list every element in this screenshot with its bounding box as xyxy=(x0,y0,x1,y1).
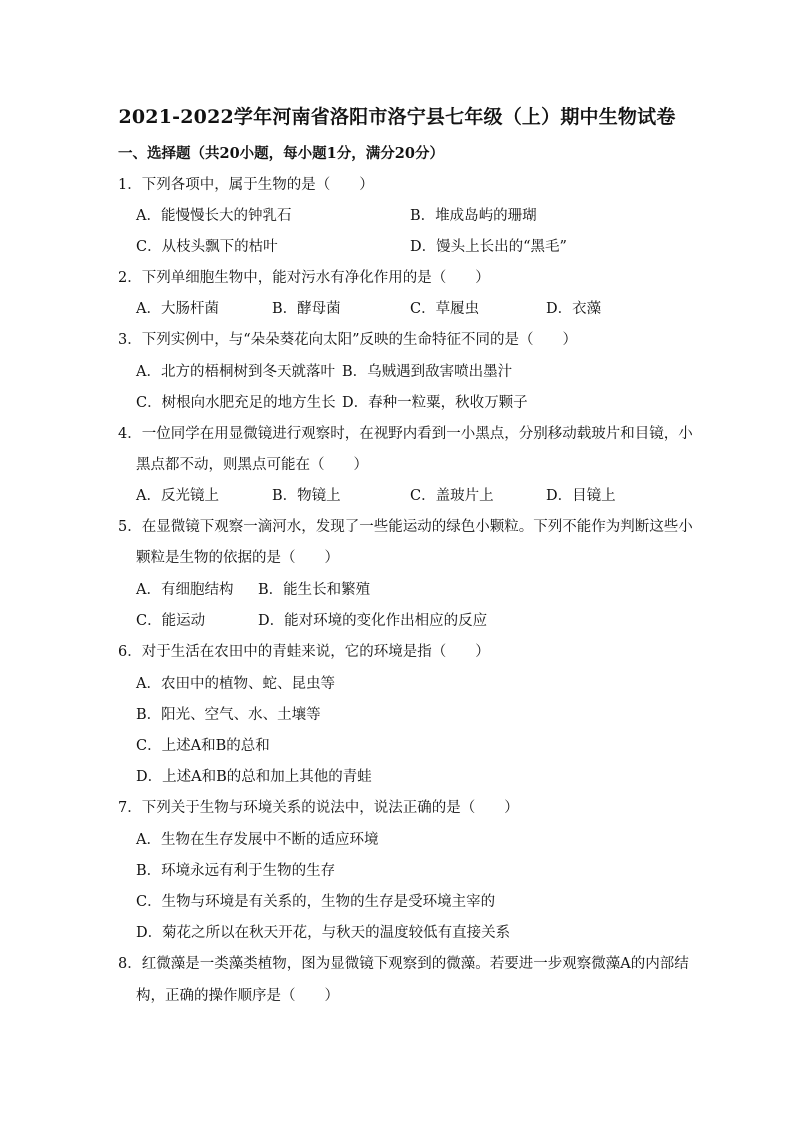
option-c: C．树根向水肥充足的地方生长 xyxy=(136,395,336,411)
option-c: C．能运动 xyxy=(136,613,206,629)
option-b: B．乌贼遇到敌害喷出墨汁 xyxy=(342,364,513,380)
question-stem-continued: 构，正确的操作顺序是（ ） xyxy=(136,988,339,1004)
option-d: D．菊花之所以在秋天开花，与秋天的温度较低有直接关系 xyxy=(136,925,511,941)
option-a: A．农田中的植物、蛇、昆虫等 xyxy=(136,676,335,692)
question-stem: 1．下列各项中，属于生物的是（ ） xyxy=(118,177,374,193)
option-b: B．酵母菌 xyxy=(272,301,341,317)
option-a: A．北方的梧桐树到冬天就落叶 xyxy=(136,364,335,380)
question-stem-continued: 颗粒是生物的依据的是（ ） xyxy=(136,550,339,566)
option-b: B．堆成岛屿的珊瑚 xyxy=(410,208,537,224)
question-stem: 3．下列实例中，与“朵朵葵花向太阳”反映的生命特征不同的是（ ） xyxy=(118,332,578,348)
option-b: B．物镜上 xyxy=(272,488,341,504)
option-d: D．能对环境的变化作出相应的反应 xyxy=(258,613,488,629)
page-title: 2021-2022学年河南省洛阳市洛宁县七年级（上）期中生物试卷 xyxy=(118,106,676,128)
option-b: B．阳光、空气、水、土壤等 xyxy=(136,707,321,723)
option-d: D．上述A和B的总和加上其他的青蛙 xyxy=(136,769,372,785)
question-stem: 8．红微藻是一类藻类植物，图为显微镜下观察到的微藻。若要进一步观察微藻A的内部结 xyxy=(118,956,689,972)
option-c: C．上述A和B的总和 xyxy=(136,738,270,754)
option-d: D．馒头上长出的“黑毛” xyxy=(410,239,567,255)
option-a: A．大肠杆菌 xyxy=(136,301,219,317)
option-c: C．盖玻片上 xyxy=(410,488,494,504)
option-b: B．能生长和繁殖 xyxy=(258,582,371,598)
question-stem: 7．下列关于生物与环境关系的说法中，说法正确的是（ ） xyxy=(118,800,519,816)
option-a: A．有细胞结构 xyxy=(136,582,234,598)
option-a: A．反光镜上 xyxy=(136,488,219,504)
option-a: A．能慢慢长大的钟乳石 xyxy=(136,208,292,224)
section-heading: 一、选择题（共20小题，每小题1分，满分20分） xyxy=(118,145,444,162)
question-stem-continued: 黑点都不动，则黑点可能在（ ） xyxy=(136,457,368,473)
option-d: D．衣藻 xyxy=(546,301,602,317)
option-c: C．草履虫 xyxy=(410,301,480,317)
option-c: C．从枝头飘下的枯叶 xyxy=(136,239,278,255)
option-a: A．生物在生存发展中不断的适应环境 xyxy=(136,832,379,848)
question-stem: 6．对于生活在农田中的青蛙来说，它的环境是指（ ） xyxy=(118,644,490,660)
option-b: B．环境永远有利于生物的生存 xyxy=(136,863,336,879)
question-stem: 2．下列单细胞生物中，能对污水有净化作用的是（ ） xyxy=(118,270,490,286)
option-d: D．春种一粒粟，秋收万颗子 xyxy=(342,395,528,411)
option-c: C．生物与环境是有关系的，生物的生存是受环境主宰的 xyxy=(136,894,496,910)
question-stem: 4．一位同学在用显微镜进行观察时，在视野内看到一小黑点，分别移动载玻片和目镜，小 xyxy=(118,426,693,442)
option-d: D．目镜上 xyxy=(546,488,616,504)
question-stem: 5．在显微镜下观察一滴河水，发现了一些能运动的绿色小颗粒。下列不能作为判断这些小 xyxy=(118,519,693,535)
